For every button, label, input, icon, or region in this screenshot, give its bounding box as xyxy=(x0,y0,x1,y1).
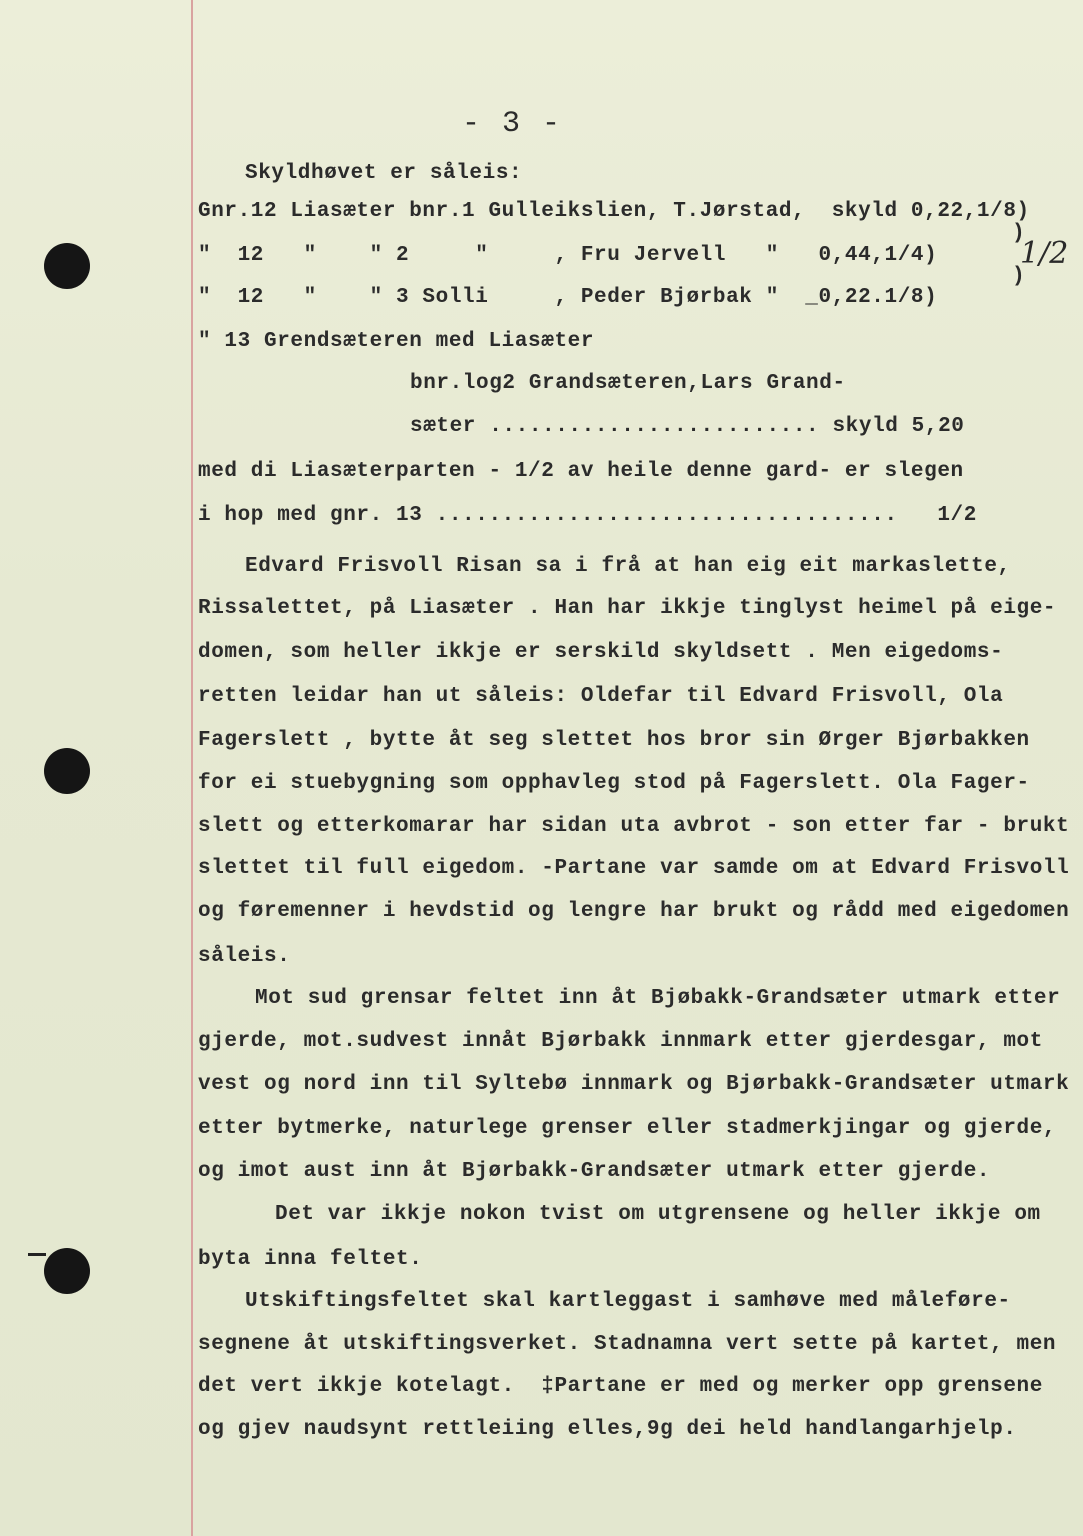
text-line: såleis. xyxy=(198,945,291,968)
bracket-mark: ) xyxy=(1012,222,1026,245)
bracket-mark: ) xyxy=(1012,265,1026,288)
punch-hole-middle xyxy=(44,748,90,794)
text-line: i hop med gnr. 13 ................................... 1/2 xyxy=(198,504,977,527)
punch-hole-bottom xyxy=(44,1248,90,1294)
text-line: slett og etterkomarar har sidan uta avbrot - son etter far - brukt xyxy=(198,815,1070,838)
text-line: Utskiftingsfeltet skal kartleggast i samhøve med måleføre- xyxy=(245,1290,1011,1313)
text-line: " 12 " " 3 Solli , Peder Bjørbak " _0,22.1/8) xyxy=(198,286,938,309)
text-line: " 13 Grendsæteren med Liasæter xyxy=(198,330,595,353)
text-line: for ei stuebygning som opphavleg stod på Fagerslett. Ola Fager- xyxy=(198,772,1030,795)
text-line: slettet til full eigedom. -Partane var samde om at Edvard Frisvoll xyxy=(198,857,1070,880)
text-line: retten leidar han ut såleis: Oldefar til Edvard Frisvoll, Ola xyxy=(198,685,1004,708)
text-line: Skyldhøvet er såleis: xyxy=(245,162,523,185)
text-line: og imot aust inn åt Bjørbakk-Grandsæter utmark etter gjerde. xyxy=(198,1160,991,1183)
punch-hole-top xyxy=(44,243,90,289)
text-line: Det var ikkje nokon tvist om utgrensene og heller ikkje om xyxy=(275,1203,1041,1226)
page-number: - 3 - xyxy=(462,107,563,141)
text-line: " 12 " " 2 " , Fru Jervell " 0,44,1/4) xyxy=(198,244,938,267)
text-line: bnr.log2 Grandsæteren,Lars Grand- xyxy=(410,372,846,395)
text-line: segnene åt utskiftingsverket. Stadnamna vert sette på kartet, men xyxy=(198,1333,1057,1356)
text-line: sæter ......................... skyld 5,20 xyxy=(410,415,965,438)
margin-rule xyxy=(191,0,193,1536)
text-line: det vert ikkje kotelagt. ‡Partane er med og merker opp grensene xyxy=(198,1375,1043,1398)
text-line: Gnr.12 Liasæter bnr.1 Gulleikslien, T.Jørstad, skyld 0,22,1/8) xyxy=(198,200,1030,223)
text-line: byta inna feltet. xyxy=(198,1248,423,1271)
text-line: og gjev naudsynt rettleiing elles,9g dei held handlangarhjelp. xyxy=(198,1418,1017,1441)
text-line: Fagerslett , bytte åt seg slettet hos bror sin Ørger Bjørbakken xyxy=(198,729,1030,752)
handwritten-fraction: 1/2 xyxy=(1020,236,1069,271)
text-line: og føremenner i hevdstid og lengre har brukt og rådd med eigedomen xyxy=(198,900,1070,923)
text-line: domen, som heller ikkje er serskild skyldsett . Men eigedoms- xyxy=(198,641,1004,664)
text-line: vest og nord inn til Syltebø innmark og Bjørbakk-Grandsæter utmark xyxy=(198,1073,1070,1096)
pencil-mark xyxy=(28,1253,46,1256)
text-line: Edvard Frisvoll Risan sa i frå at han eig eit markaslette, xyxy=(245,555,1011,578)
text-line: etter bytmerke, naturlege grenser eller stadmerkjingar og gjerde, xyxy=(198,1117,1057,1140)
text-line: med di Liasæterparten - 1/2 av heile denne gard- er slegen xyxy=(198,460,964,483)
text-line: Mot sud grensar feltet inn åt Bjøbakk-Grandsæter utmark etter xyxy=(255,987,1061,1010)
text-line: gjerde, mot.sudvest innåt Bjørbakk innmark etter gjerdesgar, mot xyxy=(198,1030,1043,1053)
text-line: Rissalettet, på Liasæter . Han har ikkje tinglyst heimel på eige- xyxy=(198,597,1057,620)
